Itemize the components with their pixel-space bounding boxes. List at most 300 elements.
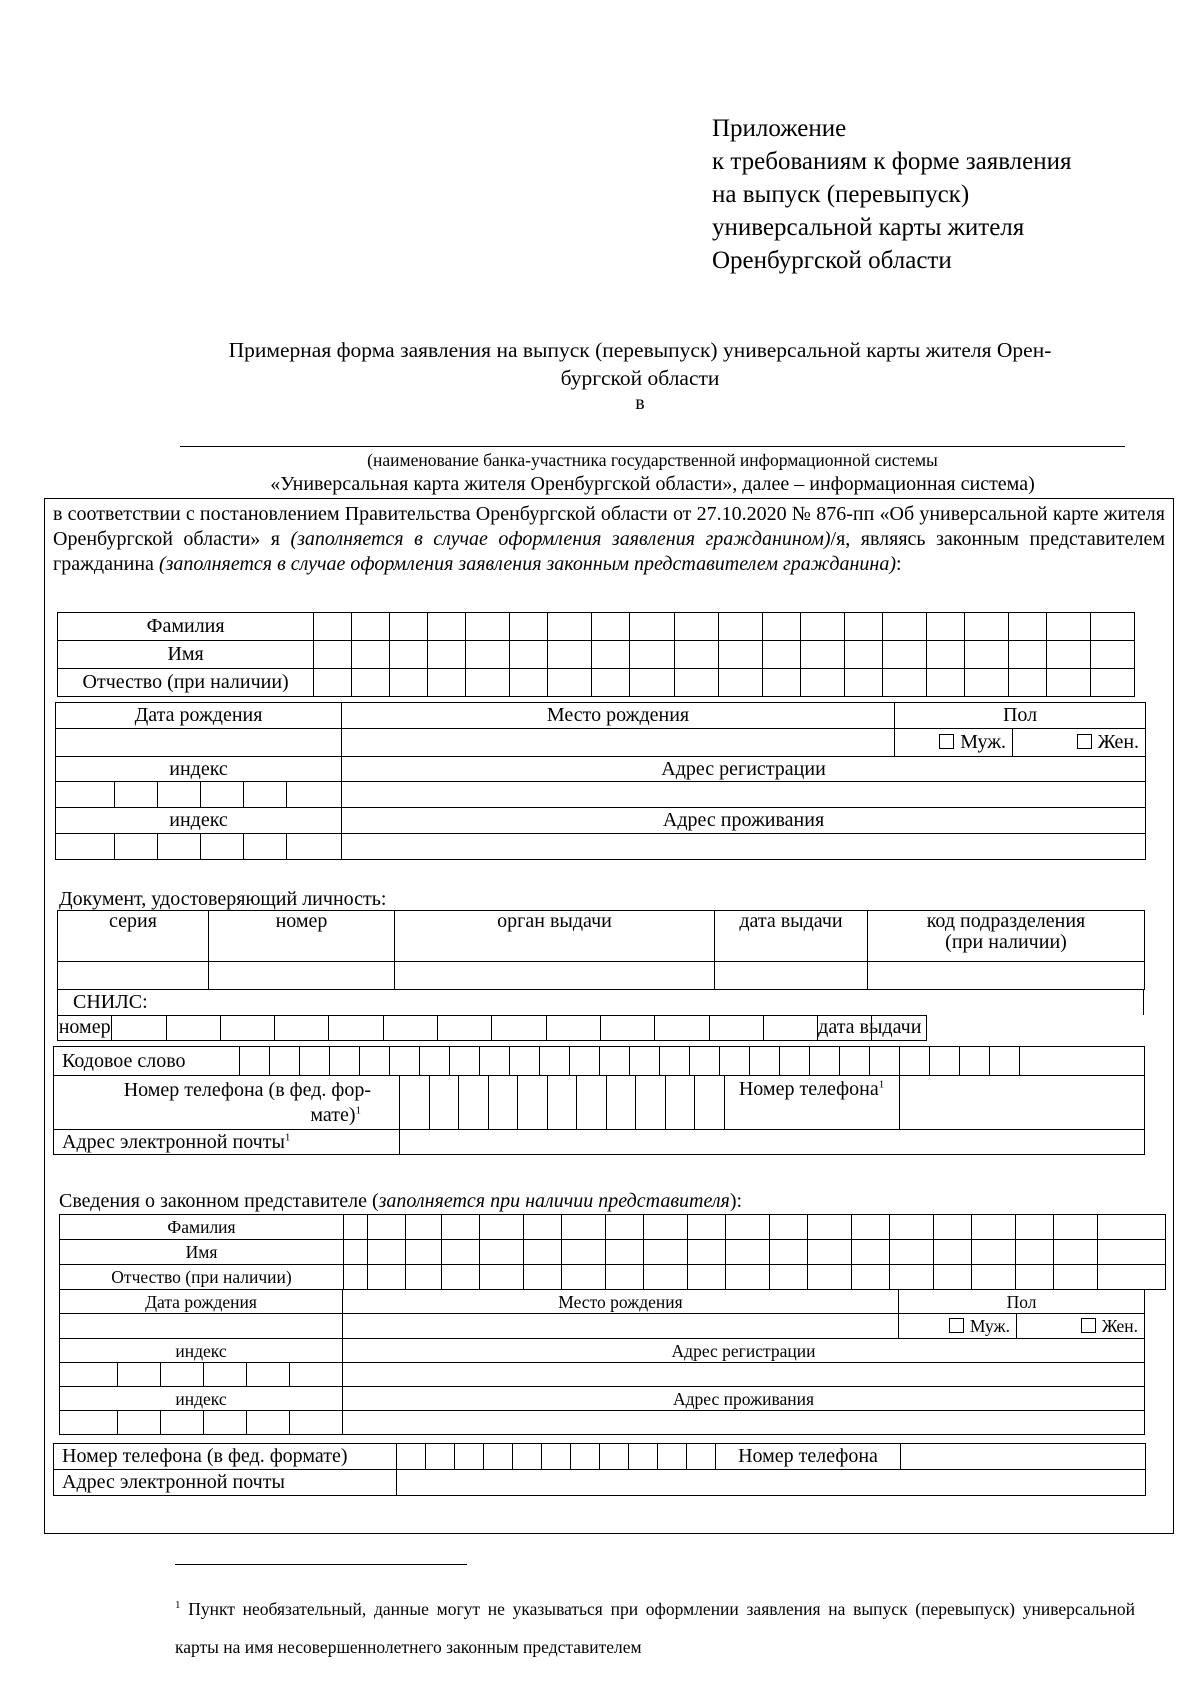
dept-code-field[interactable] xyxy=(868,962,1145,990)
citizen-name-table xyxy=(57,612,1135,697)
rep-name-letter-cell[interactable] xyxy=(406,1240,442,1265)
code-word-label: Кодовое слово xyxy=(54,1047,240,1076)
patronymic-letter-cell[interactable] xyxy=(800,669,844,697)
surname-letter-cell[interactable] xyxy=(510,613,548,641)
code-word-cell[interactable] xyxy=(750,1047,780,1076)
patronymic-letter-cell[interactable] xyxy=(510,669,548,697)
rep-surname-letter-cell[interactable] xyxy=(1016,1215,1054,1240)
snils-digit-cell[interactable] xyxy=(329,1015,383,1040)
issuer-field[interactable] xyxy=(395,962,715,990)
rep-live-index-label: индекс xyxy=(60,1387,343,1411)
code-word-cell[interactable] xyxy=(540,1047,570,1076)
code-word-cell[interactable] xyxy=(450,1047,480,1076)
phone-fed-digit[interactable] xyxy=(695,1076,725,1130)
rep-surname-letter-cell[interactable] xyxy=(1098,1215,1166,1240)
surname-letter-cell[interactable] xyxy=(314,613,352,641)
reg-index-cell[interactable] xyxy=(56,782,115,808)
dept-code-label xyxy=(868,911,1145,962)
phone-fed-label-line1: Номер телефона (в фед. фор- xyxy=(123,1078,372,1101)
rep-name-letter-cell[interactable] xyxy=(606,1240,644,1265)
rep-live-index-cell[interactable] xyxy=(290,1411,343,1435)
male-option[interactable] xyxy=(895,729,1013,757)
rep-reg-address-field[interactable] xyxy=(343,1363,1145,1387)
surname-letter-cell[interactable] xyxy=(592,613,630,641)
rep-surname-letter-cell[interactable] xyxy=(1054,1215,1098,1240)
snils-digit-cell[interactable] xyxy=(655,1015,709,1040)
rep-surname-letter-cell[interactable] xyxy=(770,1215,808,1240)
rep-contacts-table xyxy=(53,1443,1146,1496)
patronymic-letter-cell[interactable] xyxy=(718,669,762,697)
snils-digit-cell[interactable] xyxy=(600,1015,654,1040)
phone-fed-digit[interactable] xyxy=(547,1076,577,1130)
rep-birth-address-table xyxy=(59,1289,1145,1435)
rep-name-letter-cell[interactable] xyxy=(688,1240,726,1265)
birth-date-field[interactable] xyxy=(56,729,342,757)
live-index-cell[interactable] xyxy=(201,834,244,860)
name-row xyxy=(58,641,1135,669)
intro-text xyxy=(53,502,1165,577)
name-letter-cell[interactable] xyxy=(630,641,674,669)
name-label: Имя xyxy=(58,641,314,669)
footnote-ref: 1 xyxy=(878,1078,885,1091)
snils-digit-cell[interactable] xyxy=(438,1015,492,1040)
patronymic-letter-cell[interactable] xyxy=(762,669,800,697)
rep-patronymic-label: Отчество (при наличии) xyxy=(60,1265,344,1290)
code-word-cell[interactable] xyxy=(360,1047,390,1076)
intro-part3: : xyxy=(896,553,902,575)
footnote-ref: 1 xyxy=(284,1130,291,1143)
live-address-field[interactable] xyxy=(342,834,1146,860)
identity-doc-heading: Документ, удостоверяющий личность: xyxy=(59,888,387,910)
rep-name-letter-cell[interactable] xyxy=(524,1240,562,1265)
patronymic-letter-cell[interactable] xyxy=(1046,669,1090,697)
patronymic-letter-cell[interactable] xyxy=(964,669,1008,697)
rep-name-letter-cell[interactable] xyxy=(480,1240,524,1265)
rep-female-label: Жен. xyxy=(1101,1316,1139,1336)
rep-birth-date-label: Дата рождения xyxy=(60,1290,343,1314)
name-letter-cell[interactable] xyxy=(964,641,1008,669)
rep-surname-letter-cell[interactable] xyxy=(562,1215,606,1240)
code-word-cell[interactable] xyxy=(690,1047,720,1076)
form-title-line1: Примерная форма заявления на выпуск (перевыпуск) универсальной карты жителя Орен- xyxy=(228,338,1052,362)
rep-phone-fed-digit[interactable] xyxy=(687,1444,716,1470)
rep-name-letter-cell[interactable] xyxy=(726,1240,770,1265)
number-field[interactable] xyxy=(209,962,395,990)
name-letter-cell[interactable] xyxy=(1090,641,1134,669)
rep-phone-label: Номер телефона xyxy=(716,1444,901,1470)
patronymic-letter-cell[interactable] xyxy=(630,669,674,697)
rep-name-letter-cell[interactable] xyxy=(808,1240,852,1265)
snils-table xyxy=(57,990,1144,1041)
rep-birth-place-label: Место рождения xyxy=(343,1290,899,1314)
rep-phone-fed-digit[interactable] xyxy=(658,1444,687,1470)
phone-fed-digit[interactable] xyxy=(488,1076,518,1130)
surname-letter-cell[interactable] xyxy=(428,613,466,641)
rep-phone-fed-label: Номер телефона (в фед. формате) xyxy=(54,1444,397,1470)
rep-patronymic-letter-cell[interactable] xyxy=(1054,1265,1098,1290)
rep-patronymic-letter-cell[interactable] xyxy=(726,1265,770,1290)
name-letter-cell[interactable] xyxy=(548,641,592,669)
rep-live-index-cell[interactable] xyxy=(60,1411,118,1435)
rep-patronymic-letter-cell[interactable] xyxy=(480,1265,524,1290)
rep-surname-letter-cell[interactable] xyxy=(606,1215,644,1240)
reg-index-label: индекс xyxy=(56,757,342,782)
rep-patronymic-letter-cell[interactable] xyxy=(770,1265,808,1290)
rep-surname-letter-cell[interactable] xyxy=(344,1215,368,1240)
snils-digit-cell[interactable] xyxy=(112,1015,166,1040)
rep-patronymic-letter-cell[interactable] xyxy=(606,1265,644,1290)
patronymic-letter-cell[interactable] xyxy=(314,669,352,697)
rep-birth-place-field[interactable] xyxy=(343,1314,899,1339)
code-word-cell[interactable] xyxy=(480,1047,510,1076)
rep-surname-letter-cell[interactable] xyxy=(480,1215,524,1240)
rep-phone-fed-digit[interactable] xyxy=(542,1444,571,1470)
phone-field[interactable] xyxy=(899,1076,1144,1130)
live-index-cell[interactable] xyxy=(115,834,158,860)
name-letter-cell[interactable] xyxy=(510,641,548,669)
form-title-line2: бургской области xyxy=(560,366,720,390)
snils-digit-cell[interactable] xyxy=(383,1015,437,1040)
rep-name-letter-cell[interactable] xyxy=(770,1240,808,1265)
name-letter-cell[interactable] xyxy=(466,641,510,669)
code-word-cell[interactable] xyxy=(390,1047,420,1076)
snils-label: СНИЛС: xyxy=(58,990,1144,1015)
surname-letter-cell[interactable] xyxy=(844,613,882,641)
phone-fed-digit[interactable] xyxy=(636,1076,666,1130)
rep-surname-letter-cell[interactable] xyxy=(852,1215,890,1240)
live-index-cell[interactable] xyxy=(287,834,342,860)
rep-surname-letter-cell[interactable] xyxy=(934,1215,972,1240)
surname-letter-cell[interactable] xyxy=(466,613,510,641)
bank-caption-line1: (наименование банка-участника государственной информационной системы xyxy=(367,450,938,470)
reg-index-cell[interactable] xyxy=(287,782,342,808)
surname-letter-cell[interactable] xyxy=(674,613,718,641)
rep-heading-italic: заполняется при наличии представителя xyxy=(378,1190,730,1212)
rep-name-letter-cell[interactable] xyxy=(344,1240,368,1265)
name-letter-cell[interactable] xyxy=(844,641,882,669)
rep-patronymic-letter-cell[interactable] xyxy=(1016,1265,1054,1290)
code-word-cell[interactable] xyxy=(510,1047,540,1076)
snils-digit-cell[interactable] xyxy=(492,1015,546,1040)
rep-name-letter-cell[interactable] xyxy=(368,1240,406,1265)
rep-reg-index-cell[interactable] xyxy=(60,1363,118,1387)
patronymic-letter-cell[interactable] xyxy=(882,669,926,697)
reg-index-cell[interactable] xyxy=(115,782,158,808)
birth-date-label: Дата рождения xyxy=(56,703,342,729)
patronymic-letter-cell[interactable] xyxy=(592,669,630,697)
rep-reg-index-cell[interactable] xyxy=(118,1363,161,1387)
code-word-cell[interactable] xyxy=(270,1047,300,1076)
identity-doc-table xyxy=(57,910,1145,990)
rep-surname-letter-cell[interactable] xyxy=(442,1215,480,1240)
rep-phone-fed-digit[interactable] xyxy=(571,1444,600,1470)
phone-fed-digit[interactable] xyxy=(606,1076,636,1130)
female-option[interactable] xyxy=(1013,729,1146,757)
representative-heading xyxy=(59,1190,742,1213)
code-word-cell[interactable] xyxy=(600,1047,630,1076)
patronymic-letter-cell[interactable] xyxy=(1090,669,1134,697)
surname-row xyxy=(58,613,1135,641)
patronymic-row xyxy=(58,669,1135,697)
rep-male-option[interactable] xyxy=(899,1314,1017,1339)
rep-patronymic-letter-cell[interactable] xyxy=(852,1265,890,1290)
rep-birth-date-field[interactable] xyxy=(60,1314,343,1339)
rep-surname-letter-cell[interactable] xyxy=(688,1215,726,1240)
name-letter-cell[interactable] xyxy=(762,641,800,669)
rep-surname-letter-cell[interactable] xyxy=(368,1215,406,1240)
phone-fed-label-line2: мате) xyxy=(310,1103,356,1126)
rep-name-letter-cell[interactable] xyxy=(890,1240,934,1265)
rep-name-letter-cell[interactable] xyxy=(562,1240,606,1265)
rep-surname-letter-cell[interactable] xyxy=(972,1215,1016,1240)
surname-letter-cell[interactable] xyxy=(390,613,428,641)
rep-live-index-cell[interactable] xyxy=(204,1411,247,1435)
preposition: в xyxy=(635,392,645,414)
rep-live-index-cell[interactable] xyxy=(247,1411,290,1435)
snils-digit-cell[interactable] xyxy=(763,1015,817,1040)
code-word-cell[interactable] xyxy=(300,1047,330,1076)
rep-name-label: Имя xyxy=(60,1240,344,1265)
name-letter-cell[interactable] xyxy=(718,641,762,669)
name-letter-cell[interactable] xyxy=(882,641,926,669)
rep-reg-index-cell[interactable] xyxy=(247,1363,290,1387)
live-address-label: Адрес проживания xyxy=(342,808,1146,834)
number-label: номер xyxy=(209,911,395,962)
rep-patronymic-letter-cell[interactable] xyxy=(972,1265,1016,1290)
birth-place-label: Место рождения xyxy=(342,703,895,729)
male-checkbox[interactable] xyxy=(939,734,954,749)
code-word-cell[interactable] xyxy=(420,1047,450,1076)
appendix-line: универсальной карты жителя xyxy=(712,214,1025,241)
intro-part1: в соответствии с постановлением Правительства Оренбургской области от 27.10.2020 № 876-пп «Об универсальной карте жителя Оренбургской области» я xyxy=(53,503,1165,550)
female-checkbox[interactable] xyxy=(1077,734,1092,749)
rep-name-letter-cell[interactable] xyxy=(644,1240,688,1265)
rep-phone-fed-digit[interactable] xyxy=(455,1444,484,1470)
rep-patronymic-letter-cell[interactable] xyxy=(368,1265,406,1290)
female-label: Жен. xyxy=(1097,731,1140,753)
phone-label-text: Номер телефона xyxy=(738,1078,879,1100)
patronymic-letter-cell[interactable] xyxy=(844,669,882,697)
form-title xyxy=(150,336,1130,392)
email-field[interactable] xyxy=(400,1130,1145,1155)
snils-digit-cell[interactable] xyxy=(166,1015,220,1040)
rep-patronymic-letter-cell[interactable] xyxy=(688,1265,726,1290)
live-index-cell[interactable] xyxy=(158,834,201,860)
sex-label: Пол xyxy=(895,703,1146,729)
code-word-cell[interactable] xyxy=(900,1047,930,1076)
rep-patronymic-letter-cell[interactable] xyxy=(442,1265,480,1290)
surname-letter-cell[interactable] xyxy=(1046,613,1090,641)
surname-letter-cell[interactable] xyxy=(352,613,390,641)
rep-surname-label: Фамилия xyxy=(60,1215,344,1240)
appendix-line: Приложение xyxy=(712,115,847,142)
appendix-line: к требованиям к форме заявления xyxy=(712,148,1072,175)
surname-letter-cell[interactable] xyxy=(630,613,674,641)
surname-letter-cell[interactable] xyxy=(762,613,800,641)
birth-place-field[interactable] xyxy=(342,729,895,757)
rep-live-address-field[interactable] xyxy=(343,1411,1145,1435)
rep-live-index-cell[interactable] xyxy=(118,1411,161,1435)
snils-digit-cell[interactable] xyxy=(546,1015,600,1040)
name-letter-cell[interactable] xyxy=(674,641,718,669)
intro-part2: /я, являясь законным представителем гражданина xyxy=(53,528,1166,575)
name-letter-cell[interactable] xyxy=(428,641,466,669)
rep-female-option[interactable] xyxy=(1017,1314,1145,1339)
code-word-cell[interactable] xyxy=(990,1047,1020,1076)
phone-fed-digit[interactable] xyxy=(518,1076,548,1130)
live-index-cell[interactable] xyxy=(244,834,287,860)
rep-phone-fed-digit[interactable] xyxy=(484,1444,513,1470)
rep-male-label: Муж. xyxy=(969,1316,1010,1336)
dept-code-label-line1: код подразделения xyxy=(926,910,1086,932)
rep-surname-letter-cell[interactable] xyxy=(890,1215,934,1240)
code-word-cell[interactable] xyxy=(870,1047,900,1076)
surname-letter-cell[interactable] xyxy=(548,613,592,641)
rep-phone-fed-digit[interactable] xyxy=(629,1444,658,1470)
surname-letter-cell[interactable] xyxy=(1090,613,1134,641)
intro-italic1: (заполняется в случае оформления заявления гражданином) xyxy=(290,528,831,550)
rep-reg-index-cell[interactable] xyxy=(161,1363,204,1387)
rep-phone-fed-digit[interactable] xyxy=(600,1444,629,1470)
live-index-label: индекс xyxy=(56,808,342,834)
rep-live-index-cell[interactable] xyxy=(161,1411,204,1435)
patronymic-letter-cell[interactable] xyxy=(352,669,390,697)
code-word-cell[interactable] xyxy=(960,1047,990,1076)
code-word-cell[interactable] xyxy=(570,1047,600,1076)
rep-surname-letter-cell[interactable] xyxy=(524,1215,562,1240)
series-label: серия xyxy=(58,911,209,962)
rep-surname-letter-cell[interactable] xyxy=(406,1215,442,1240)
patronymic-label: Отчество (при наличии) xyxy=(58,669,314,697)
surname-letter-cell[interactable] xyxy=(1008,613,1046,641)
email-label xyxy=(54,1130,400,1155)
rep-email-field[interactable] xyxy=(397,1470,1146,1496)
rep-name-letter-cell[interactable] xyxy=(442,1240,480,1265)
phone-email-table xyxy=(53,1075,1145,1155)
rep-reg-index-label: индекс xyxy=(60,1339,343,1363)
rep-name-letter-cell[interactable] xyxy=(1054,1240,1098,1265)
code-word-extra-field[interactable] xyxy=(1020,1047,1145,1076)
patronymic-letter-cell[interactable] xyxy=(428,669,466,697)
reg-index-cell[interactable] xyxy=(244,782,287,808)
snils-digit-cell[interactable] xyxy=(275,1015,329,1040)
rep-name-letter-cell[interactable] xyxy=(852,1240,890,1265)
code-word-cell[interactable] xyxy=(840,1047,870,1076)
phone-fed-digit[interactable] xyxy=(459,1076,489,1130)
rep-name-letter-cell[interactable] xyxy=(1098,1240,1166,1265)
rep-female-checkbox[interactable] xyxy=(1081,1318,1096,1333)
code-word-cell[interactable] xyxy=(660,1047,690,1076)
patronymic-letter-cell[interactable] xyxy=(926,669,964,697)
rep-male-checkbox[interactable] xyxy=(949,1318,964,1333)
rep-phone-fed-digit[interactable] xyxy=(397,1444,426,1470)
rep-phone-field[interactable] xyxy=(901,1444,1146,1470)
live-index-cell[interactable] xyxy=(56,834,115,860)
issue-date-field[interactable] xyxy=(715,962,868,990)
code-word-cell[interactable] xyxy=(810,1047,840,1076)
patronymic-letter-cell[interactable] xyxy=(548,669,592,697)
rep-surname-letter-cell[interactable] xyxy=(644,1215,688,1240)
rep-patronymic-letter-cell[interactable] xyxy=(406,1265,442,1290)
patronymic-letter-cell[interactable] xyxy=(674,669,718,697)
phone-label xyxy=(724,1076,899,1130)
code-word-cell[interactable] xyxy=(930,1047,960,1076)
rep-name-letter-cell[interactable] xyxy=(934,1240,972,1265)
bank-name-line[interactable] xyxy=(180,446,1125,447)
series-field[interactable] xyxy=(58,962,209,990)
surname-letter-cell[interactable] xyxy=(718,613,762,641)
patronymic-letter-cell[interactable] xyxy=(390,669,428,697)
code-word-cell[interactable] xyxy=(720,1047,750,1076)
surname-letter-cell[interactable] xyxy=(926,613,964,641)
name-letter-cell[interactable] xyxy=(926,641,964,669)
surname-letter-cell[interactable] xyxy=(882,613,926,641)
phone-fed-digit[interactable] xyxy=(665,1076,695,1130)
name-letter-cell[interactable] xyxy=(800,641,844,669)
rep-name-letter-cell[interactable] xyxy=(972,1240,1016,1265)
rep-patronymic-letter-cell[interactable] xyxy=(934,1265,972,1290)
name-letter-cell[interactable] xyxy=(1008,641,1046,669)
name-letter-cell[interactable] xyxy=(390,641,428,669)
rep-reg-index-cell[interactable] xyxy=(290,1363,343,1387)
reg-index-cell[interactable] xyxy=(158,782,201,808)
patronymic-letter-cell[interactable] xyxy=(466,669,510,697)
rep-reg-index-cell[interactable] xyxy=(204,1363,247,1387)
name-letter-cell[interactable] xyxy=(314,641,352,669)
footnote-text: Пункт необязательный, данные могут не указываться при оформлении заявления на выпуск (перевыпуск) универсальной карты на имя несовершеннолетнего законным представителем xyxy=(175,1599,1135,1657)
rep-patronymic-letter-cell[interactable] xyxy=(890,1265,934,1290)
patronymic-letter-cell[interactable] xyxy=(1008,669,1046,697)
rep-surname-letter-cell[interactable] xyxy=(808,1215,852,1240)
appendix-header xyxy=(712,112,1072,277)
rep-surname-letter-cell[interactable] xyxy=(726,1215,770,1240)
rep-name-table xyxy=(59,1214,1166,1290)
reg-index-cell[interactable] xyxy=(201,782,244,808)
name-letter-cell[interactable] xyxy=(592,641,630,669)
reg-address-field[interactable] xyxy=(342,782,1146,808)
snils-digit-cell[interactable] xyxy=(220,1015,274,1040)
name-letter-cell[interactable] xyxy=(352,641,390,669)
reg-address-label: Адрес регистрации xyxy=(342,757,1146,782)
name-letter-cell[interactable] xyxy=(1046,641,1090,669)
rep-heading-part1: Сведения о законном представителе ( xyxy=(59,1190,379,1212)
rep-patronymic-letter-cell[interactable] xyxy=(644,1265,688,1290)
appendix-line: Оренбургской области xyxy=(712,247,952,274)
code-word-cell[interactable] xyxy=(240,1047,270,1076)
rep-sex-label: Пол xyxy=(899,1290,1145,1314)
phone-fed-digit[interactable] xyxy=(577,1076,607,1130)
phone-fed-digit[interactable] xyxy=(429,1076,459,1130)
snils-digit-cell[interactable] xyxy=(709,1015,763,1040)
surname-label: Фамилия xyxy=(58,613,314,641)
rep-phone-fed-digit[interactable] xyxy=(426,1444,455,1470)
rep-phone-fed-digit[interactable] xyxy=(513,1444,542,1470)
surname-letter-cell[interactable] xyxy=(964,613,1008,641)
rep-patronymic-letter-cell[interactable] xyxy=(808,1265,852,1290)
code-word-cell[interactable] xyxy=(330,1047,360,1076)
rep-patronymic-letter-cell[interactable] xyxy=(344,1265,368,1290)
rep-patronymic-letter-cell[interactable] xyxy=(562,1265,606,1290)
snils-date-label: дата выдачи xyxy=(818,1016,922,1038)
citizen-birth-address-table xyxy=(55,702,1146,860)
rep-patronymic-letter-cell[interactable] xyxy=(524,1265,562,1290)
phone-fed-digit[interactable] xyxy=(400,1076,430,1130)
code-word-cell[interactable] xyxy=(780,1047,810,1076)
rep-patronymic-letter-cell[interactable] xyxy=(1098,1265,1166,1290)
rep-name-letter-cell[interactable] xyxy=(1016,1240,1054,1265)
surname-letter-cell[interactable] xyxy=(800,613,844,641)
code-word-cell[interactable] xyxy=(630,1047,660,1076)
